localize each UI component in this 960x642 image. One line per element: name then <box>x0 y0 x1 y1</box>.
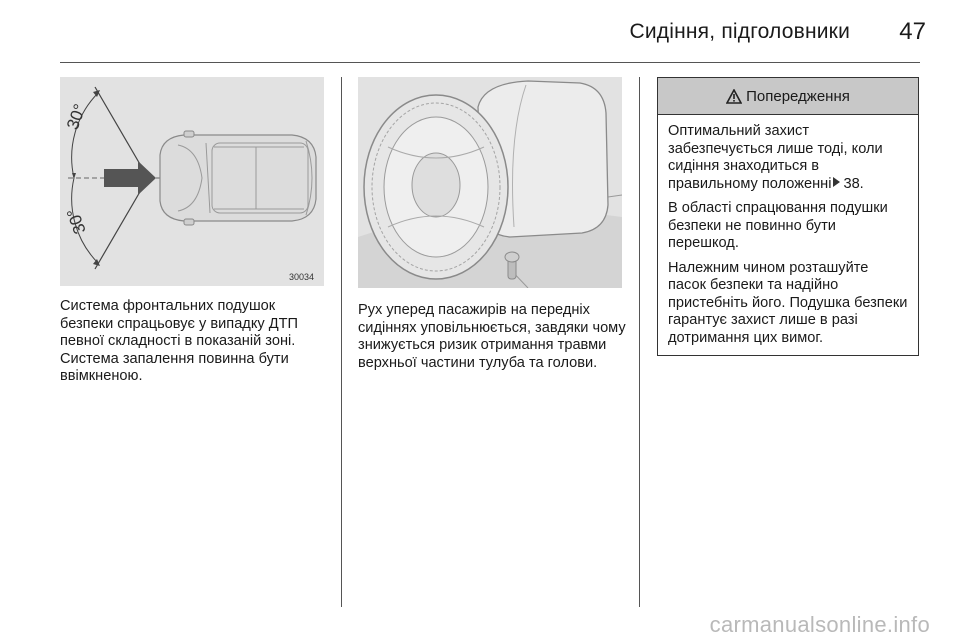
angle-label-upper: 30° <box>63 101 90 133</box>
warning-body <box>658 115 918 347</box>
column-divider-1 <box>341 77 342 607</box>
airbag-zone-figure <box>60 77 324 286</box>
deployed-airbags-figure <box>358 77 622 288</box>
airbag-deployment-illustration <box>358 77 622 288</box>
page-reference-icon <box>833 177 840 187</box>
column-divider-2 <box>639 77 640 607</box>
angle-label-lower: 30° <box>63 205 90 237</box>
warning-paragraph-2: В області спрацювання подушки безпеки не повинно бути перешкод. <box>668 200 888 251</box>
page-reference[interactable]: 38. <box>843 175 864 192</box>
warning-triangle-icon <box>726 89 742 104</box>
warning-paragraph-3: Належним чином розташуйте пасок безпеки та надійно пристебніть його. Подушка безпеки гарантує захист лише в разі дотримання цих вимог. <box>668 259 908 346</box>
car-top-view-illustration <box>60 77 324 286</box>
header-rule <box>60 62 920 63</box>
warning-box <box>657 77 919 356</box>
warning-paragraph-1 <box>668 123 908 193</box>
page-number: 47 <box>899 18 926 45</box>
figure-code: 30034 <box>289 272 315 282</box>
column-1-paragraph: Система фронтальних подушок безпеки спрацьовує у випадку ДТП певної складності в показаній зоні. Система запалення повинна бути ввімкненою. <box>60 298 299 384</box>
warning-title: Попередження <box>746 87 850 105</box>
warning-paragraph-1-text: Оптимальний захист забезпечується лише тоді, коли сидіння знаходиться в правильному положенні <box>668 123 883 192</box>
column-2-paragraph: Рух уперед пасажирів на передніх сидіннях уповільнюється, завдяки чому знижується ризик отримання травми верхньої частини тулуба та голови. <box>358 302 626 371</box>
section-title: Сидіння, підголовники <box>629 20 850 43</box>
site-watermark: carmanualsonline.info <box>709 612 930 637</box>
warning-header <box>658 78 918 115</box>
